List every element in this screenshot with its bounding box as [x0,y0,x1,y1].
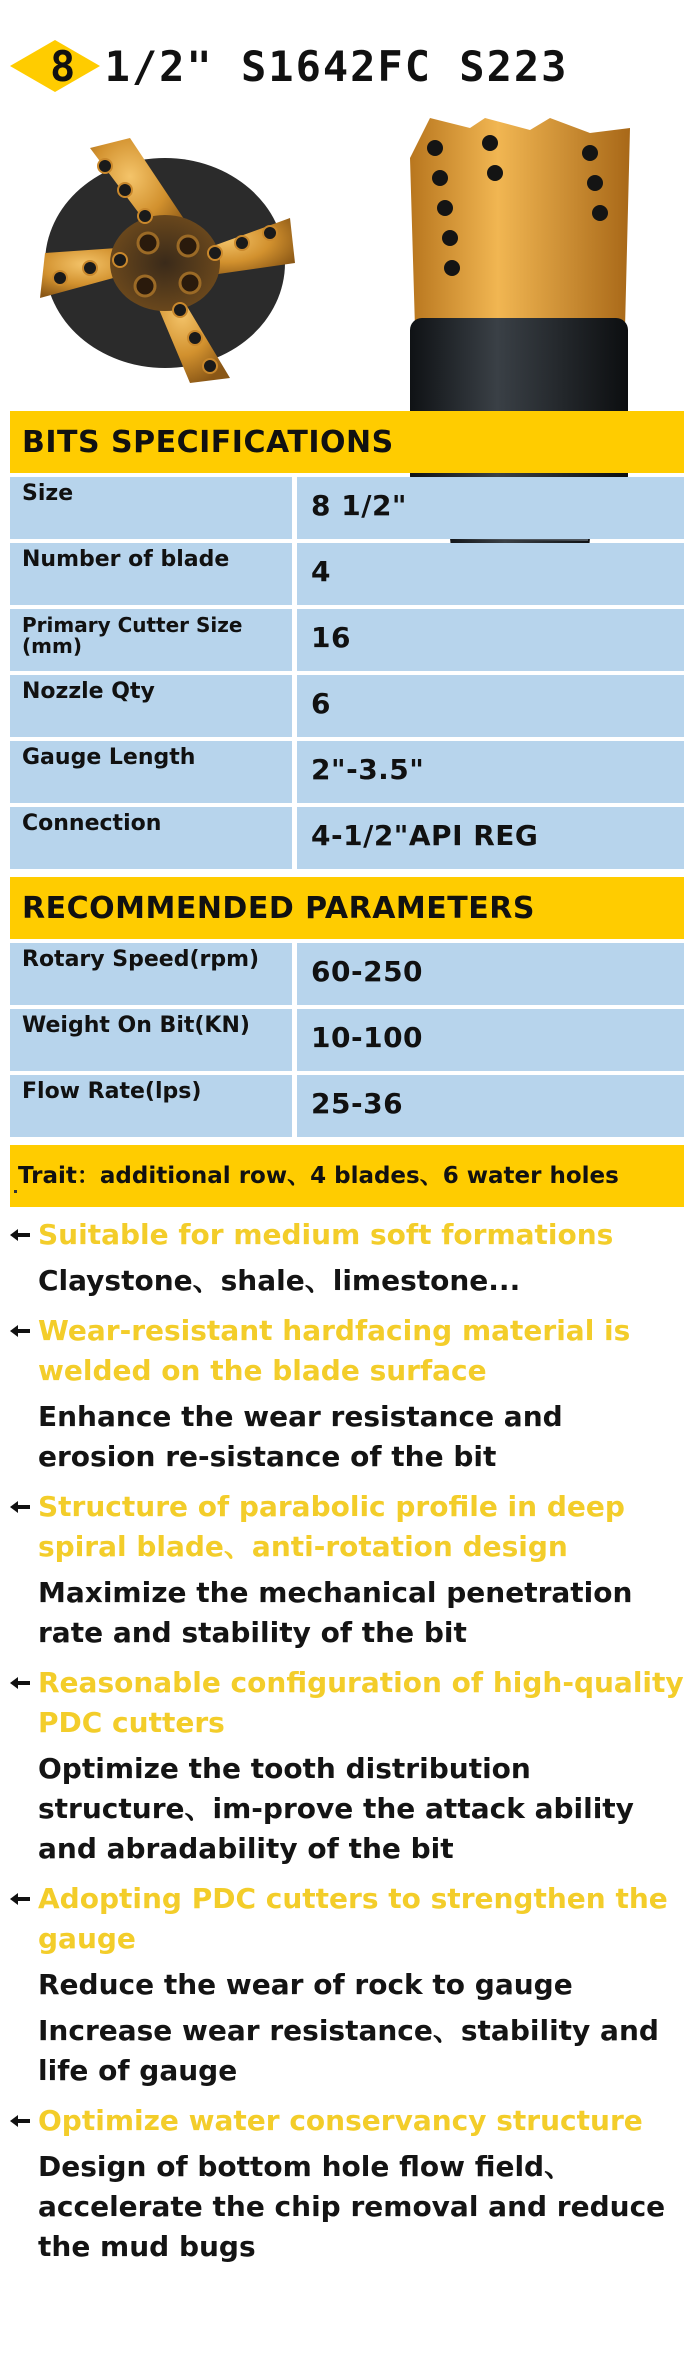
trait-banner: Trait：additional row、4 blades、6 water holes [10,1145,684,1207]
spec-label: Number of blade [10,543,292,605]
product-title-block [10,38,568,94]
spec-label: Gauge Length [10,741,292,803]
feature-description: Maximize the mechanical penetration rate and stability of the bit [38,1576,633,1649]
spec-label: Size [10,477,292,539]
feature-description: Design of bottom hole flow field、accelerate the chip removal and reduce the mud bugs [38,2150,666,2263]
arrow-bullet-icon [10,1501,30,1513]
table-row [10,543,684,605]
spec-value: 4 [297,543,684,605]
product-title: 8 1/2" S1642FC S223 [50,41,569,91]
list-item [10,1215,684,1301]
feature-description: Enhance the wear resistance and erosion re-sistance of the bit [38,1400,563,1473]
feature-description: Claystone、shale、limestone... [38,1264,521,1297]
table-row [10,1009,684,1071]
table-row [10,609,684,671]
list-item [10,1487,684,1653]
param-value: 60-250 [297,943,684,1005]
list-item [10,1879,684,2091]
trait-dot [14,1190,17,1193]
spec-value: 8 1/2" [297,477,684,539]
arrow-bullet-icon [10,2115,30,2127]
feature-heading: Adopting PDC cutters to strengthen the gauge [38,1882,668,1955]
table-row [10,741,684,803]
feature-heading: Wear-resistant hardfacing material is welded on the blade surface [38,1314,631,1387]
feature-list [10,1215,684,2277]
table-row [10,675,684,737]
arrow-bullet-icon [10,1229,30,1241]
spec-value: 6 [297,675,684,737]
bits-specifications-heading: BITS SPECIFICATIONS [10,411,684,473]
feature-heading: Reasonable configuration of high-quality PDC cutters [38,1666,684,1739]
table-row [10,943,684,1005]
table-row [10,1075,684,1137]
recommended-parameters-heading: RECOMMENDED PARAMETERS [10,877,684,939]
feature-heading: Optimize water conservancy structure [38,2104,643,2137]
feature-description: Increase wear resistance、stability and life of gauge [38,2014,659,2087]
table-row [10,477,684,539]
param-value: 25-36 [297,1075,684,1137]
param-label: Rotary Speed(rpm) [10,943,292,1005]
arrow-bullet-icon [10,1677,30,1689]
spec-value: 2"-3.5" [297,741,684,803]
feature-heading: Suitable for medium soft formations [38,1218,614,1251]
arrow-bullet-icon [10,1325,30,1337]
list-item [10,1663,684,1869]
spec-label: Primary Cutter Size (mm) [10,609,292,671]
spec-value: 4-1/2"API REG [297,807,684,869]
param-label: Flow Rate(lps) [10,1075,292,1137]
spec-label: Nozzle Qty [10,675,292,737]
feature-heading: Structure of parabolic profile in deep spiral blade、anti-rotation design [38,1490,625,1563]
param-value: 10-100 [297,1009,684,1071]
spec-value: 16 [297,609,684,671]
arrow-bullet-icon [10,1893,30,1905]
param-label: Weight On Bit(KN) [10,1009,292,1071]
recommended-parameters-table [10,943,684,1141]
feature-description: Reduce the wear of rock to gauge [38,1968,573,2001]
bit-top-view-image [30,128,300,388]
bits-specifications-table [10,477,684,873]
table-row [10,807,684,869]
feature-description: Optimize the tooth distribution structure、im-prove the attack ability and abradability of the bit [38,1752,634,1865]
list-item [10,2101,684,2267]
list-item [10,1311,684,1477]
spec-label: Connection [10,807,292,869]
